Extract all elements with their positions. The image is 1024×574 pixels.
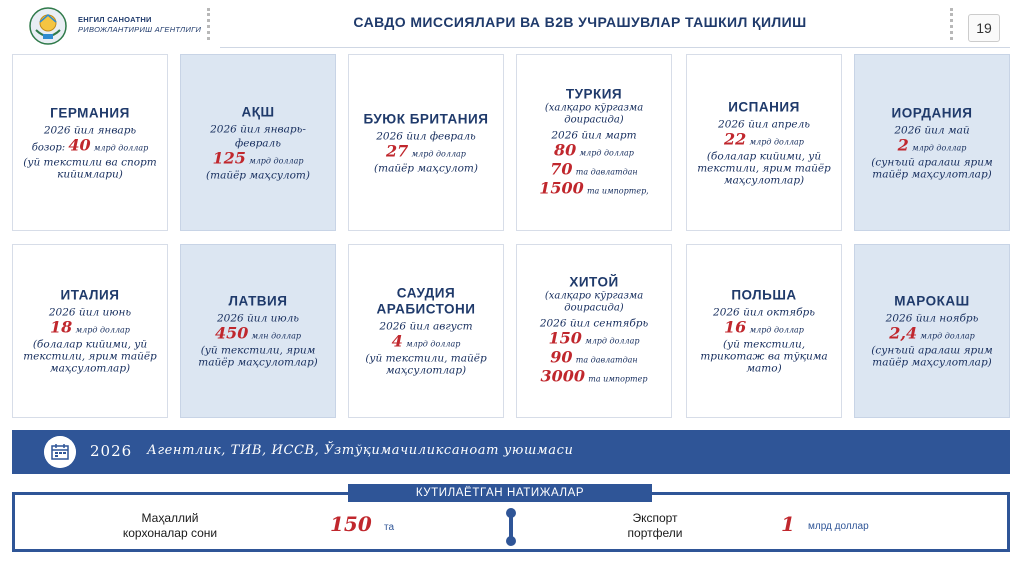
market-figure-unit: млрд доллар <box>411 149 466 158</box>
market-figure-unit: млрд доллар <box>75 325 130 335</box>
local-enterprises-label <box>110 511 230 541</box>
country-card <box>516 244 672 418</box>
mission-period: 2026 йил апрель <box>718 118 810 130</box>
market-figure-value: 2 <box>897 135 909 154</box>
mission-period: 2026 йил сентябрь <box>539 317 649 330</box>
market-figure-unit: млрд доллар <box>579 148 634 157</box>
calendar-icon <box>44 436 76 468</box>
market-figure <box>525 142 663 161</box>
header-divider <box>950 8 953 40</box>
header-divider <box>207 8 210 40</box>
market-figure-unit: млрд доллар <box>749 325 804 335</box>
mission-period: 2026 йил март <box>551 129 637 141</box>
mission-period: 2026 йил январь-февраль <box>210 123 306 149</box>
country-name: ИОРДАНИЯ <box>891 105 973 120</box>
mission-period: 2026 йил январь <box>43 124 137 136</box>
market-figure <box>863 137 1001 156</box>
market-figure-unit: млрд доллар <box>749 137 804 146</box>
band-partners-text: Агентлик, ТИВ, ИССВ, Ўзтўқимачиликсаноат уюшмаси <box>147 443 574 458</box>
market-figure-value: 22 <box>724 129 747 148</box>
market-figure-value: 80 <box>554 140 577 159</box>
local-enterprises-value: 150 <box>330 512 372 536</box>
market-figure <box>525 328 663 350</box>
market-figure-value: 1500 <box>539 178 584 197</box>
local-enterprises-label-line1: Маҳаллий <box>141 511 199 525</box>
market-figure <box>695 317 833 339</box>
market-figure-unit: млрд доллар <box>93 143 149 152</box>
product-description: (тайёр маҳсулот) <box>206 169 310 181</box>
market-figure <box>525 180 663 199</box>
market-figure-unit: та давлатдан <box>575 167 638 176</box>
country-card <box>180 244 336 418</box>
country-card-content <box>349 111 503 174</box>
country-card <box>12 244 168 418</box>
country-card-content <box>687 288 841 375</box>
market-figure-unit: млрд доллар <box>920 331 975 341</box>
export-portfolio-label <box>600 511 710 541</box>
mission-period: 2026 йил май <box>894 124 970 136</box>
market-figure-prefix: бозор: <box>31 142 66 153</box>
country-card-content <box>517 86 671 199</box>
state-emblem-icon <box>28 6 68 46</box>
market-figure <box>189 323 327 345</box>
connector-dot-bottom <box>506 536 516 546</box>
mission-period: 2026 йил июнь <box>48 306 132 319</box>
local-enterprises-unit: та <box>384 522 395 533</box>
agency-name <box>78 15 201 35</box>
export-portfolio-value: 1 <box>781 512 795 536</box>
country-card-content <box>349 286 503 377</box>
export-portfolio-unit: млрд доллар <box>808 521 869 532</box>
mission-period: 2026 йил октябрь <box>713 306 815 319</box>
market-figure-value: 150 <box>548 328 582 348</box>
mission-period: 2026 йил февраль <box>376 130 476 142</box>
mission-period: 2026 йил ноябрь <box>885 312 979 325</box>
country-note: (халқаро кўргазма доирасида) <box>544 102 644 125</box>
market-figure-unit: млрд доллар <box>585 336 640 346</box>
header <box>0 0 1024 52</box>
mission-period: 2026 йил июль <box>216 312 300 325</box>
market-figure-unit: млрд доллар <box>249 156 304 165</box>
country-card-content <box>517 275 671 388</box>
market-figure-value: 3000 <box>540 366 586 386</box>
country-name: САУДИЯ АРАБИСТОНИ <box>376 285 476 317</box>
market-figure <box>695 131 833 150</box>
country-name: ЛАТВИЯ <box>228 293 288 309</box>
market-figure-value: 125 <box>212 148 246 167</box>
market-figure-unit: млрд доллар <box>405 339 461 349</box>
country-card <box>516 54 672 231</box>
market-figure-value: 16 <box>724 317 747 337</box>
results-title: КУТИЛАЁТГАН НАТИЖАЛАР <box>348 484 652 502</box>
country-name: МАРОКАШ <box>894 293 970 309</box>
country-card <box>180 54 336 231</box>
market-figure-value: 450 <box>214 323 249 343</box>
market-figure-unit: та давлатдан <box>575 355 638 365</box>
product-description: (сунъий аралаш ярим тайёр маҳсулотлар) <box>871 156 993 180</box>
country-card <box>854 244 1010 418</box>
country-card <box>12 54 168 231</box>
country-card-content <box>13 105 167 180</box>
product-description: (болалар кийими, уй текстили, ярим тайёр маҳсулотлар) <box>23 338 157 375</box>
header-rule <box>220 47 1010 48</box>
country-card <box>348 54 504 231</box>
country-name: ГЕРМАНИЯ <box>50 105 130 120</box>
market-figure-value: 18 <box>50 317 73 337</box>
export-portfolio-label-line1: Экспорт <box>632 511 678 525</box>
market-figure <box>189 150 327 169</box>
country-name: БУЮК БРИТАНИЯ <box>363 111 489 126</box>
country-name: ИСПАНИЯ <box>728 99 800 114</box>
country-card-content <box>181 104 335 181</box>
product-description: (уй текстили, трикотаж ва тўқима мато) <box>700 338 828 375</box>
market-figure-value: 4 <box>391 331 403 351</box>
country-card-content <box>687 99 841 186</box>
market-figure-value: 40 <box>68 135 91 154</box>
country-name: ИТАЛИЯ <box>60 287 120 303</box>
country-name: ПОЛЬША <box>731 287 797 303</box>
export-portfolio-label-line2: портфели <box>627 526 683 540</box>
market-figure <box>525 366 663 388</box>
product-description: (тайёр маҳсулот) <box>374 162 478 174</box>
country-card-content <box>855 294 1009 369</box>
country-card <box>686 244 842 418</box>
market-figure <box>21 317 159 339</box>
mission-period: 2026 йил август <box>379 320 473 333</box>
market-figure-unit: млрд доллар <box>911 143 967 152</box>
market-figure <box>357 331 495 353</box>
agency-name-line2: РИВОЖЛАНТИРИШ АГЕНТЛИГИ <box>78 25 202 34</box>
country-name: АҚШ <box>241 104 275 119</box>
market-figure-unit: та импортер, <box>586 186 649 195</box>
market-figure <box>21 137 159 156</box>
product-description: (уй текстили ва спорт кийимлари) <box>23 156 157 180</box>
market-figure <box>357 143 495 162</box>
market-figure-value: 90 <box>550 347 573 367</box>
band-year: 2026 <box>90 442 133 460</box>
country-card-content <box>181 294 335 369</box>
market-figure-value: 27 <box>386 141 409 160</box>
product-description: (болалар кийими, уй текстили, ярим тайёр маҳсулотлар) <box>697 150 831 186</box>
partners-band <box>12 430 1010 474</box>
market-figure <box>863 323 1001 345</box>
market-figure-unit: млн доллар <box>251 331 302 341</box>
country-card-content <box>13 288 167 375</box>
product-description: (сунъий аралаш ярим тайёр маҳсулотлар) <box>871 344 993 369</box>
country-name: ХИТОЙ <box>569 274 619 290</box>
product-description: (уй текстили, ярим тайёр маҳсулотлар) <box>198 344 318 369</box>
country-card <box>854 54 1010 231</box>
country-card-content <box>855 105 1009 180</box>
country-card <box>348 244 504 418</box>
country-card <box>686 54 842 231</box>
page-title: САВДО МИССИЯЛАРИ ВА B2B УЧРАШУВЛАР ТАШКИЛ ҚИЛИШ <box>353 14 807 30</box>
market-figure-unit: та импортер <box>588 374 648 384</box>
country-name: ТУРКИЯ <box>565 86 623 101</box>
market-figure-value: 70 <box>550 159 573 178</box>
connector-dot-top <box>506 508 516 518</box>
local-enterprises-label-line2: корхоналар сони <box>122 526 218 540</box>
country-note: (халқаро кўргазма доирасида) <box>544 290 644 314</box>
market-figure-value: 2,4 <box>889 323 918 343</box>
agency-name-line1: ЕНГИЛ САНОАТНИ <box>78 15 152 24</box>
page-number: 19 <box>968 14 1000 42</box>
product-description: (уй текстили, тайёр маҳсулотлар) <box>365 352 487 377</box>
